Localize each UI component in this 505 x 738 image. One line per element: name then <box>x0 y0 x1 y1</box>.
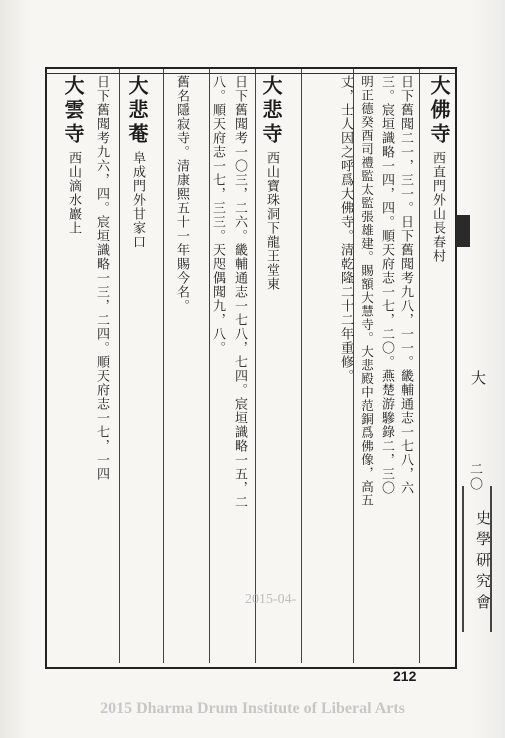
page-number: 212 <box>393 668 417 684</box>
reference-line: 日下舊聞二一，三一。日下舊聞考九八，一一。畿輔通志一七八，六 <box>398 75 413 495</box>
description-line: 舊名隱寂寺。清康熙五十一年賜今名。 <box>174 75 189 313</box>
publisher-label: 史學研究會 <box>462 486 492 632</box>
entry-location: 西直門外山長春村 <box>430 151 445 263</box>
thumb-index-marker <box>456 215 470 247</box>
entry-heading-dabeisi: 大悲寺 <box>259 75 283 147</box>
column-rule <box>301 69 302 663</box>
reference-line: 三。宸垣識略一四，四。順天府志一七，二〇。燕楚游驂錄二，三〇 <box>379 75 394 495</box>
column-rule <box>163 69 164 663</box>
entry-location: 阜成門外甘家口 <box>130 151 145 249</box>
frame-top-rule <box>45 73 457 74</box>
date-watermark: 2015-04- <box>245 592 297 607</box>
margin-page-counter: 二〇 <box>467 462 482 492</box>
reference-line: 日下舊聞考九六，四。宸垣識略一三，二四。順天府志一七，一四 <box>94 75 109 481</box>
institution-watermark: 2015 Dharma Drum Institute of Liberal Arts <box>100 700 405 717</box>
description-line: 丈，士人因之呼爲大佛寺。清乾隆二十二年重修。 <box>338 75 353 383</box>
entry-heading-dafosi: 大佛寺 <box>427 75 451 147</box>
entry-location: 西山滴水巖上 <box>66 151 81 235</box>
entry-location: 西山寶珠洞下龍王堂東 <box>264 151 279 291</box>
description-line: 明正德癸酉司禮監太監張雄建。賜額大慧寺。大悲殿中范銅爲佛像，高五 <box>359 75 375 507</box>
column-rule <box>353 69 354 663</box>
entry-heading-dabeian: 大悲菴 <box>125 75 149 147</box>
reference-line: 八。順天府志一七，三三。天咫偶聞九，八。 <box>210 75 225 355</box>
margin-header-char: 大 <box>469 370 487 385</box>
column-rule <box>119 69 120 663</box>
column-rule <box>255 69 256 663</box>
reference-line: 日下舊聞考一〇三，二六。畿輔通志一七八，七四。宸垣識略一五，二 <box>232 75 247 509</box>
column-rule <box>419 69 420 663</box>
entry-heading-dayunsi: 大雲寺 <box>61 75 85 147</box>
text-frame <box>45 67 457 669</box>
